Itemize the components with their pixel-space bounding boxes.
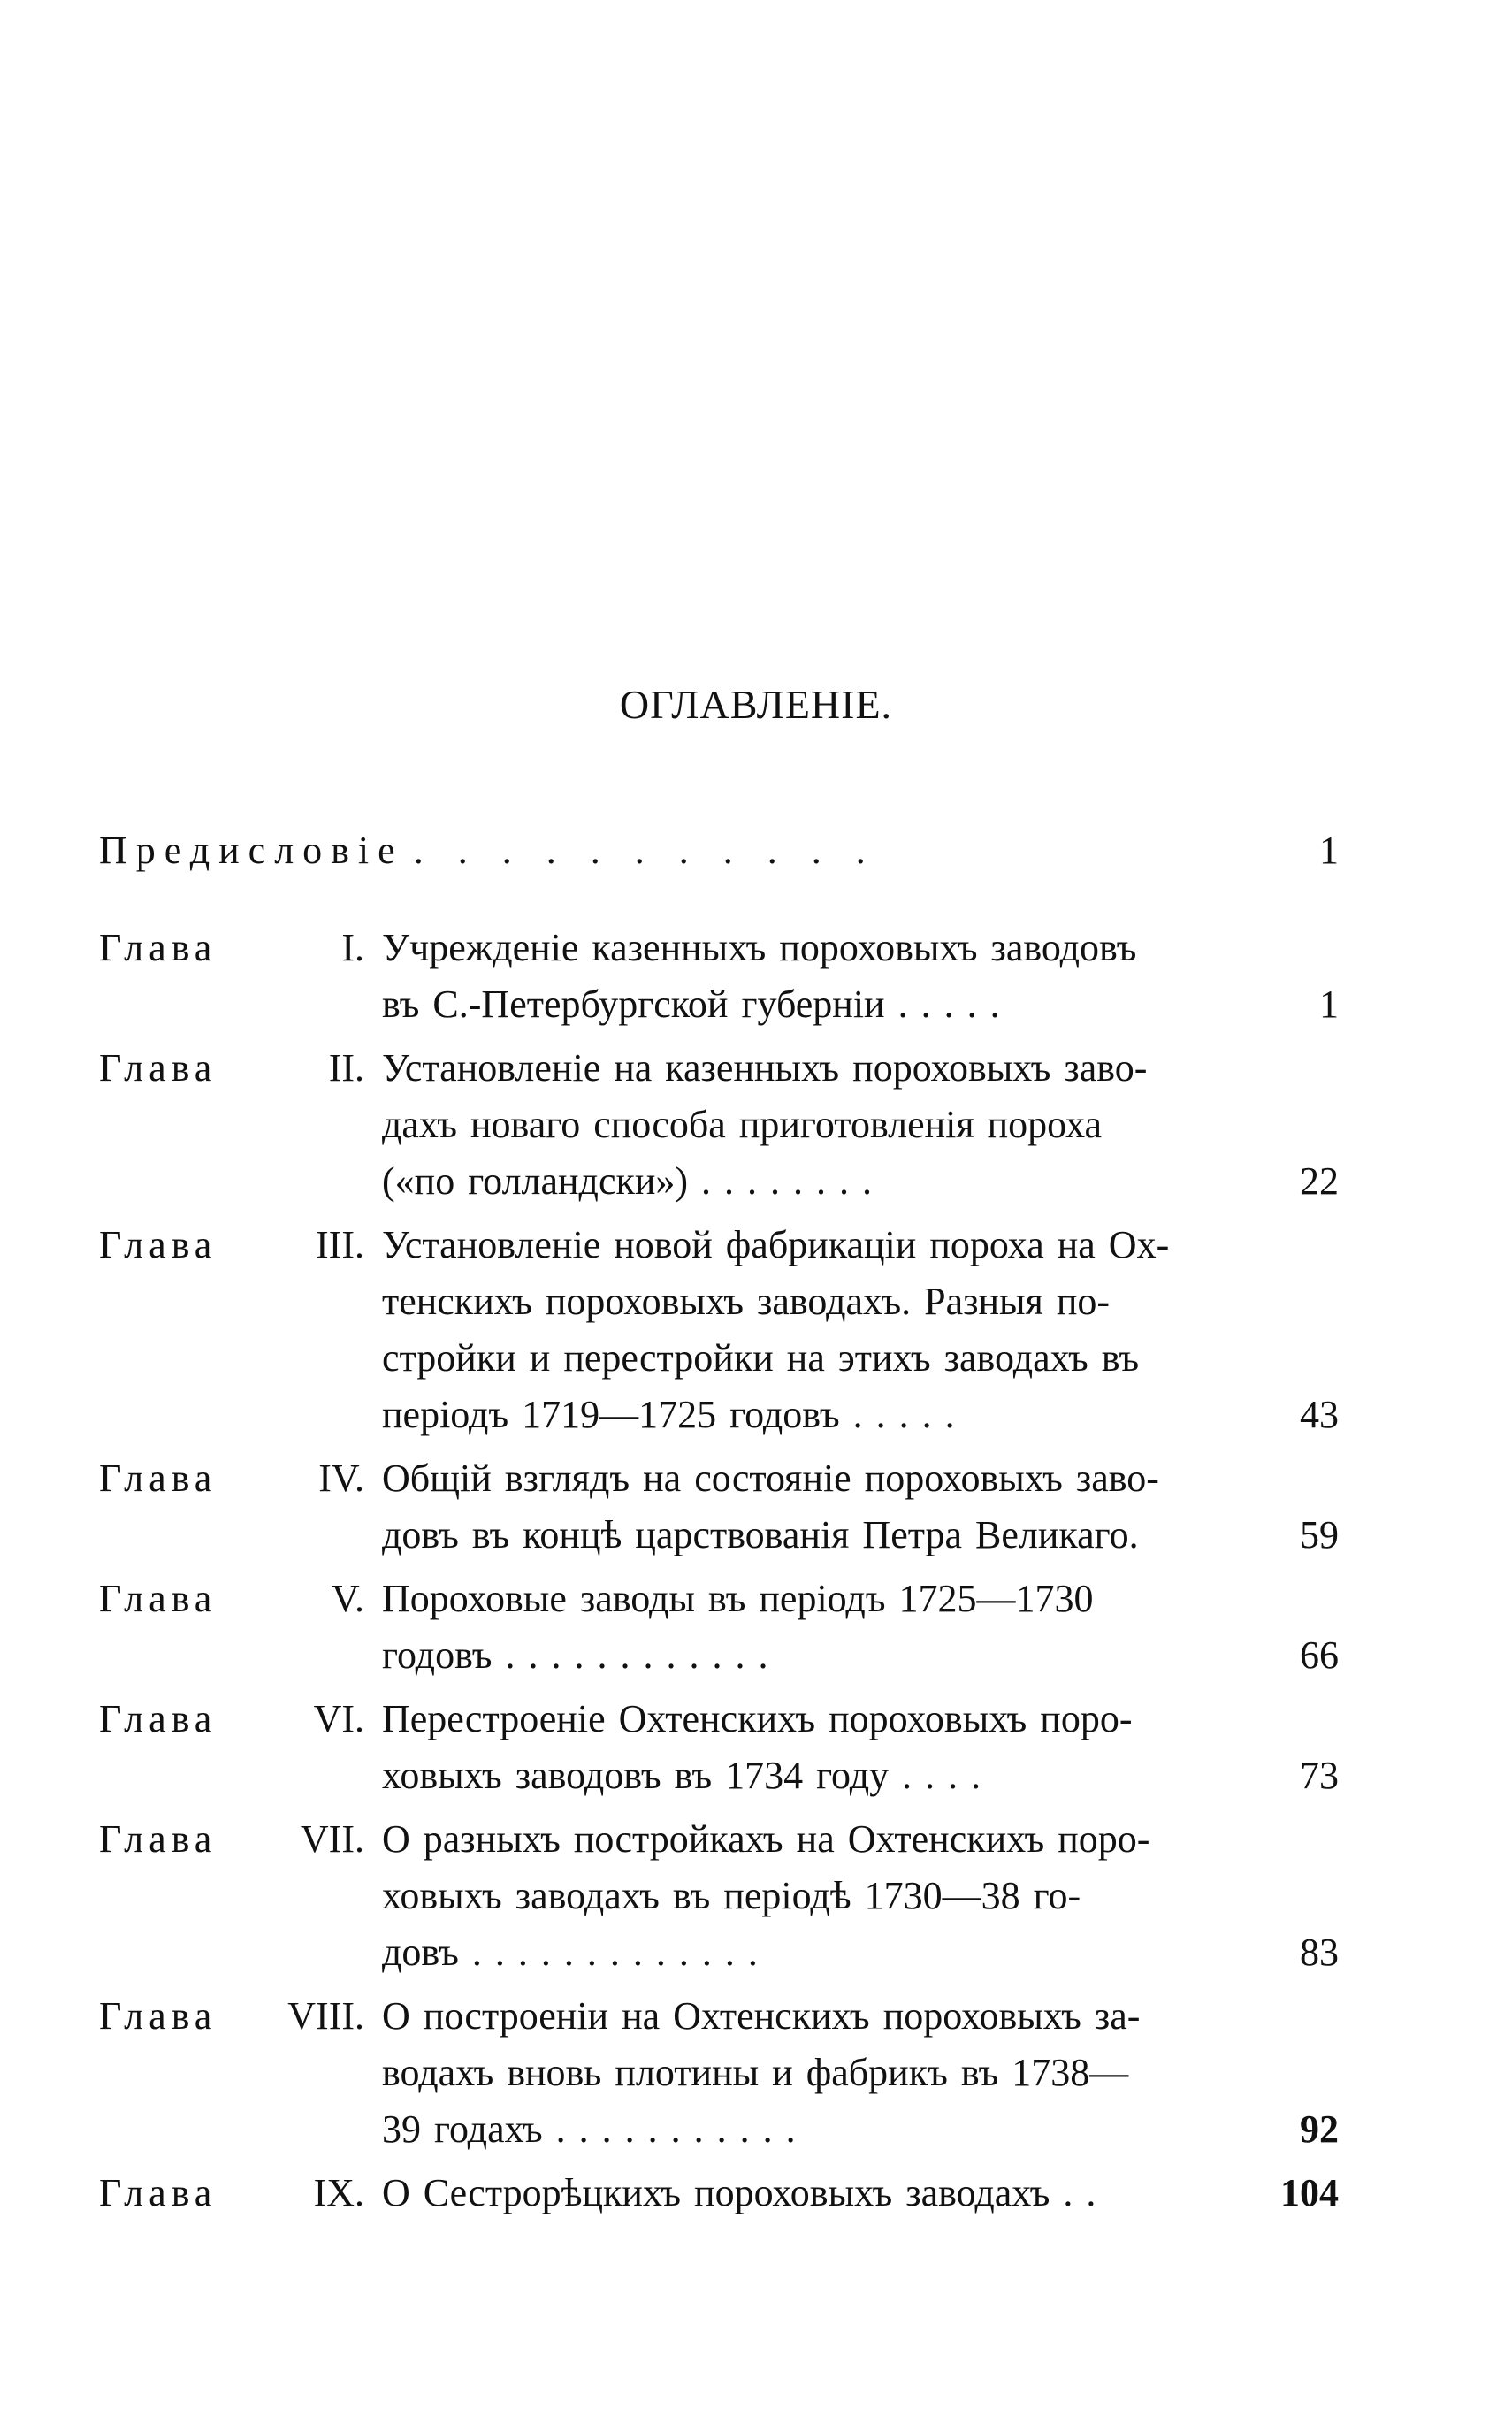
chapter-label: Глава	[99, 1046, 218, 1090]
toc-entry-preface	[99, 822, 1337, 902]
chapter-numeral: I.	[341, 926, 364, 969]
chapter-title-line: («по голландски») . . . . . . . .	[382, 1159, 873, 1203]
chapter-title	[370, 1217, 1231, 1443]
chapter-label: Глава	[99, 2171, 218, 2214]
dot-leader: . . . . . . . . . . .	[413, 829, 878, 872]
chapter-numeral: VIII.	[287, 1994, 364, 2038]
page-number: 73	[1300, 1754, 1339, 1797]
chapter-numeral: IX.	[313, 2171, 364, 2214]
chapter-title	[370, 1811, 1231, 1981]
toc-entry-chapter	[99, 1450, 1337, 1564]
chapter-label: Глава	[99, 1577, 218, 1620]
chapter-title-line: періодъ 1719—1725 годовъ . . . . .	[382, 1393, 955, 1436]
chapter-title	[370, 1040, 1231, 1210]
chapter-label: Глава	[99, 1817, 218, 1861]
chapter-label: Глава	[99, 926, 218, 969]
page-number: 1	[1319, 983, 1339, 1026]
chapter-label: Глава	[99, 1697, 218, 1740]
chapter-title-line: годовъ . . . . . . . . . . . .	[382, 1633, 768, 1677]
chapter-numeral: III.	[316, 1223, 364, 1266]
chapter-title-line: Учрежденіе казенныхъ пороховыхъ заводовъ	[382, 926, 1137, 969]
chapter-label: Глава	[99, 1457, 218, 1500]
page-number: 1	[1319, 829, 1339, 872]
chapter-title-line: О Сестрорѣцкихъ пороховыхъ заводахъ . .	[382, 2171, 1096, 2214]
chapter-title-line: водахъ вновь плотины и фабрикъ въ 1738—	[382, 2051, 1129, 2094]
page-number: 104	[1280, 2171, 1339, 2214]
chapter-label: Глава	[99, 1994, 218, 2038]
chapter-title-line: О разныхъ постройкахъ на Охтенскихъ поро-	[382, 1817, 1150, 1861]
chapter-title-line: ховыхъ заводахъ въ періодѣ 1730—38 го-	[382, 1874, 1081, 1917]
chapter-numeral: IV.	[318, 1457, 364, 1500]
chapter-title-line: 39 годахъ . . . . . . . . . . .	[382, 2107, 796, 2151]
table-of-contents	[99, 822, 1337, 2222]
chapter-title-line: О построеніи на Охтенскихъ пороховыхъ за-	[382, 1994, 1141, 2038]
chapter-title-line: довъ въ концѣ царствованія Петра Великаго.	[382, 1513, 1139, 1556]
toc-entry-chapter	[99, 1811, 1337, 1981]
toc-entry-chapter	[99, 1988, 1337, 2158]
preface-label: Предисловіе	[99, 829, 404, 872]
chapter-title-line: Установленіе новой фабрикаціи пороха на Ох-	[382, 1223, 1170, 1266]
page-number: 22	[1300, 1159, 1339, 1203]
chapter-numeral: V.	[331, 1577, 364, 1620]
toc-entry-chapter	[99, 1040, 1337, 1210]
chapter-title-line: довъ . . . . . . . . . . . . .	[382, 1931, 758, 1974]
chapter-title-line: Пороховые заводы въ періодъ 1725—1730	[382, 1577, 1094, 1620]
page-number: 83	[1300, 1931, 1339, 1974]
chapter-title	[370, 2165, 1231, 2222]
chapter-title-line: въ С.-Петербургской губерніи . . . . .	[382, 983, 1000, 1026]
chapter-title-line: Общій взглядъ на состояніе пороховыхъ заво-	[382, 1457, 1159, 1500]
toc-entry-chapter	[99, 2165, 1337, 2222]
toc-entry-chapter	[99, 1217, 1337, 1443]
chapter-title-line: стройки и перестройки на этихъ заводахъ въ	[382, 1336, 1140, 1380]
chapter-title-line: тенскихъ пороховыхъ заводахъ. Разныя по-	[382, 1280, 1111, 1323]
chapter-title-line: Перестроеніе Охтенскихъ пороховыхъ поро-	[382, 1697, 1133, 1740]
toc-entry-chapter	[99, 1691, 1337, 1804]
page-number: 66	[1300, 1633, 1339, 1677]
chapter-title	[370, 1988, 1231, 2158]
chapter-title	[370, 1571, 1231, 1684]
chapter-numeral: VI.	[313, 1697, 364, 1740]
chapter-title-line: дахъ новаго способа приготовленія пороха	[382, 1103, 1103, 1146]
chapter-list	[99, 920, 1337, 2222]
chapter-title	[370, 1450, 1231, 1564]
chapter-title	[370, 1691, 1231, 1804]
toc-entry-chapter	[99, 1571, 1337, 1684]
page-number: 92	[1300, 2107, 1339, 2151]
chapter-title	[370, 920, 1231, 1033]
toc-entry-chapter	[99, 920, 1337, 1033]
page-number: 59	[1300, 1513, 1339, 1556]
chapter-title-line: Установленіе на казенныхъ пороховыхъ заво-	[382, 1046, 1148, 1090]
page-title: ОГЛАВЛЕНІЕ.	[619, 682, 893, 727]
chapter-label: Глава	[99, 1223, 218, 1266]
chapter-numeral: II.	[328, 1046, 364, 1090]
chapter-numeral: VII.	[300, 1817, 364, 1861]
page-number: 43	[1300, 1393, 1339, 1436]
chapter-title-line: ховыхъ заводовъ въ 1734 году . . . .	[382, 1754, 981, 1797]
